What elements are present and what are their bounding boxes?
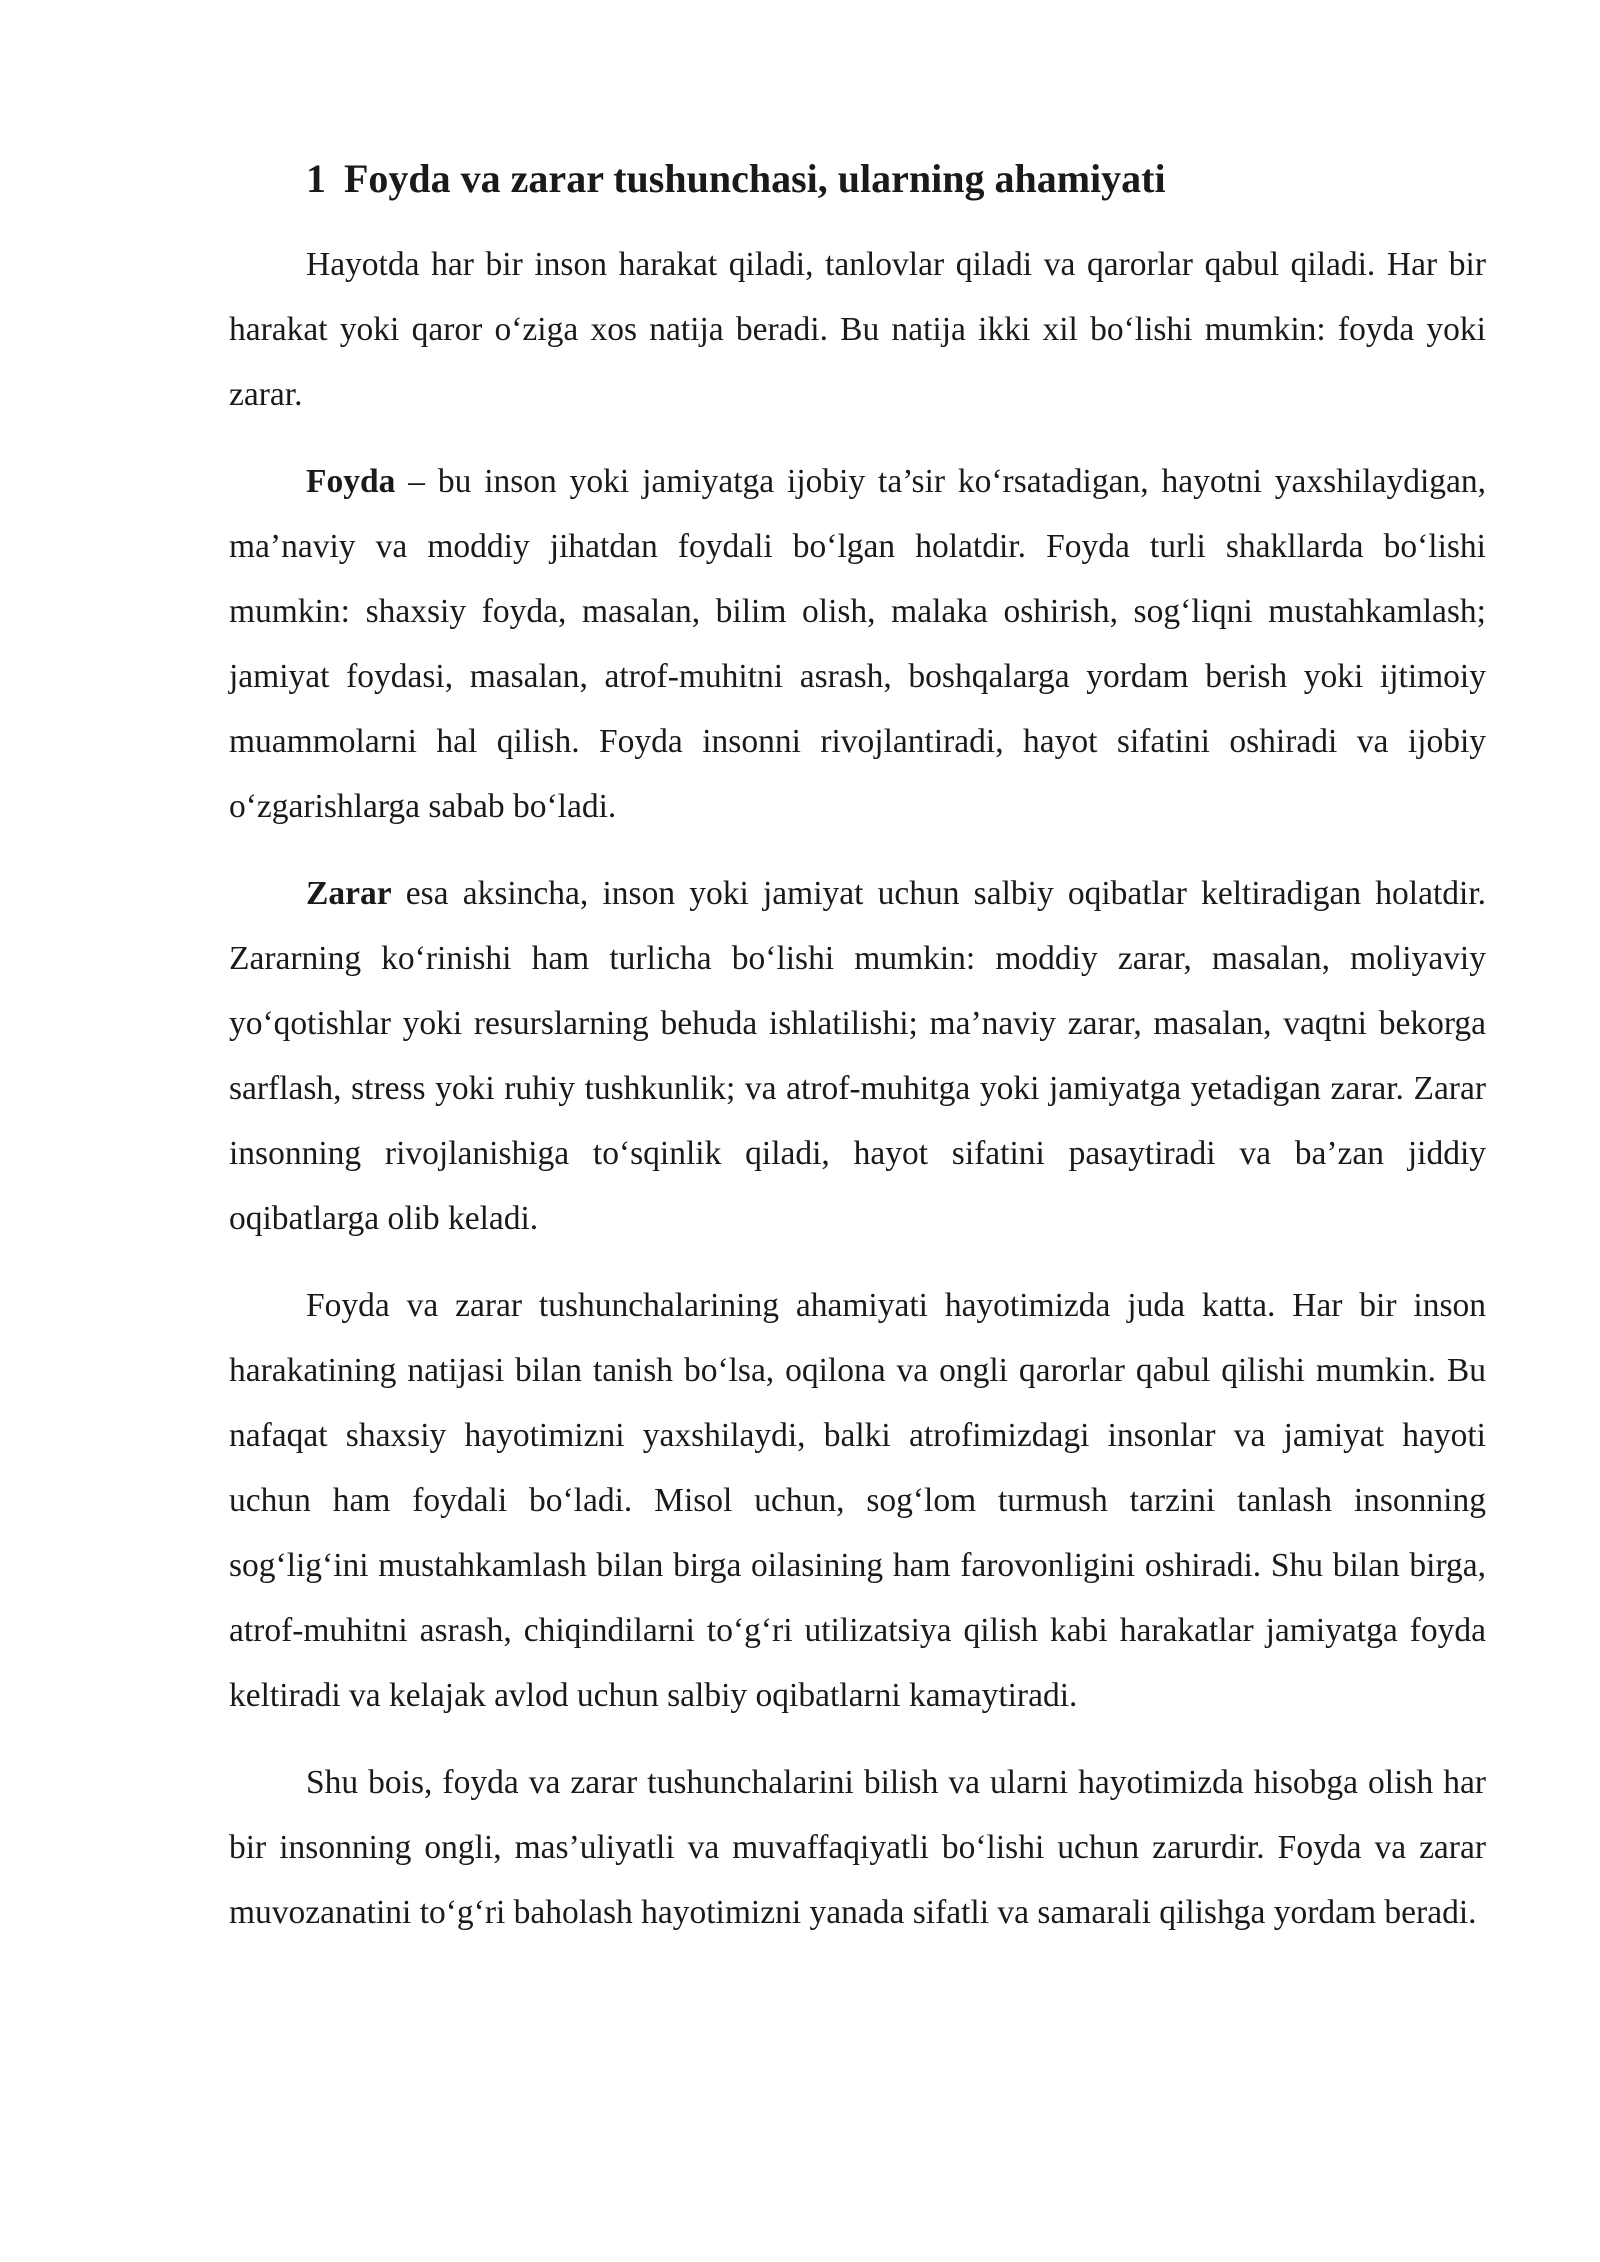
paragraph-text: Shu bois, foyda va zarar tushunchalarini bilish va ularni hayotimizda hisobga olish har bir insonning ongli, mas’uliyatli va muvaffaqiyatli bo‘lishi uchun zarurdir. Foyda va zarar muvozanatini to‘g‘ri baholash hayotimizni yanada sifatli va samarali qilishga yordam beradi.	[229, 1764, 1486, 1931]
section-title: Foyda va zarar tushunchasi, ularning ahamiyati	[344, 156, 1166, 201]
paragraph-intro	[229, 232, 1486, 427]
paragraph-conclusion	[229, 1750, 1486, 1945]
term-foyda: Foyda	[306, 463, 396, 500]
paragraph-text: Foyda va zarar tushunchalarining ahamiyati hayotimizda juda katta. Har bir inson harakatining natijasi bilan tanish bo‘lsa, oqilona va ongli qarorlar qabul qilishi mumkin. Bu nafaqat shaxsiy hayotimizni yaxshilaydi, balki atrofimizdagi insonlar va jamiyat hayoti uchun ham foydali bo‘ladi. Misol uchun, sog‘lom turmush tarzini tanlash insonning sog‘lig‘ini mustahkamlash bilan birga oilasining ham farovonligini oshiradi. Shu bilan birga, atrof-muhitni asrash, chiqindilarni to‘g‘ri utilizatsiya qilish kabi harakatlar jamiyatga foyda keltiradi va kelajak avlod uchun salbiy oqibatlarni kamaytiradi.	[229, 1287, 1486, 1714]
paragraph-text: esa aksincha, inson yoki jamiyat uchun salbiy oqibatlar keltiradigan holatdir. Zararning ko‘rinishi ham turlicha bo‘lishi mumkin: moddiy zarar, masalan, moliyaviy yo‘qotishlar yoki resurslarning behuda ishlatilishi; ma’naviy zarar, masalan, vaqtni bekorga sarflash, stress yoki ruhiy tushkunlik; va atrof-muhitga yoki jamiyatga yetadigan zarar. Zarar insonning rivojlanishiga to‘sqinlik qiladi, hayot sifatini pasaytiradi va ba’zan jiddiy oqibatlarga olib keladi.	[229, 875, 1486, 1237]
section-number: 1	[306, 156, 326, 201]
paragraph-importance	[229, 1273, 1486, 1728]
document-body	[229, 148, 1486, 1967]
paragraph-text: Hayotda har bir inson harakat qiladi, tanlovlar qiladi va qarorlar qabul qiladi. Har bir harakat yoki qaror o‘ziga xos natija beradi. Bu natija ikki xil bo‘lishi mumkin: foyda yoki zarar.	[229, 246, 1486, 413]
paragraph-zarar	[229, 861, 1486, 1251]
term-zarar: Zarar	[306, 875, 392, 912]
section-heading	[306, 148, 1486, 210]
paragraph-text: – bu inson yoki jamiyatga ijobiy ta’sir ko‘rsatadigan, hayotni yaxshilaydigan, ma’naviy va moddiy jihatdan foydali bo‘lgan holatdir. Foyda turli shakllarda bo‘lishi mumkin: shaxsiy foyda, masalan, bilim olish, malaka oshirish, sog‘liqni mustahkamlash; jamiyat foydasi, masalan, atrof-muhitni asrash, boshqalarga yordam berish yoki ijtimoiy muammolarni hal qilish. Foyda insonni rivojlantiradi, hayot sifatini oshiradi va ijobiy o‘zgarishlarga sabab bo‘ladi.	[229, 463, 1486, 825]
paragraph-foyda	[229, 449, 1486, 839]
